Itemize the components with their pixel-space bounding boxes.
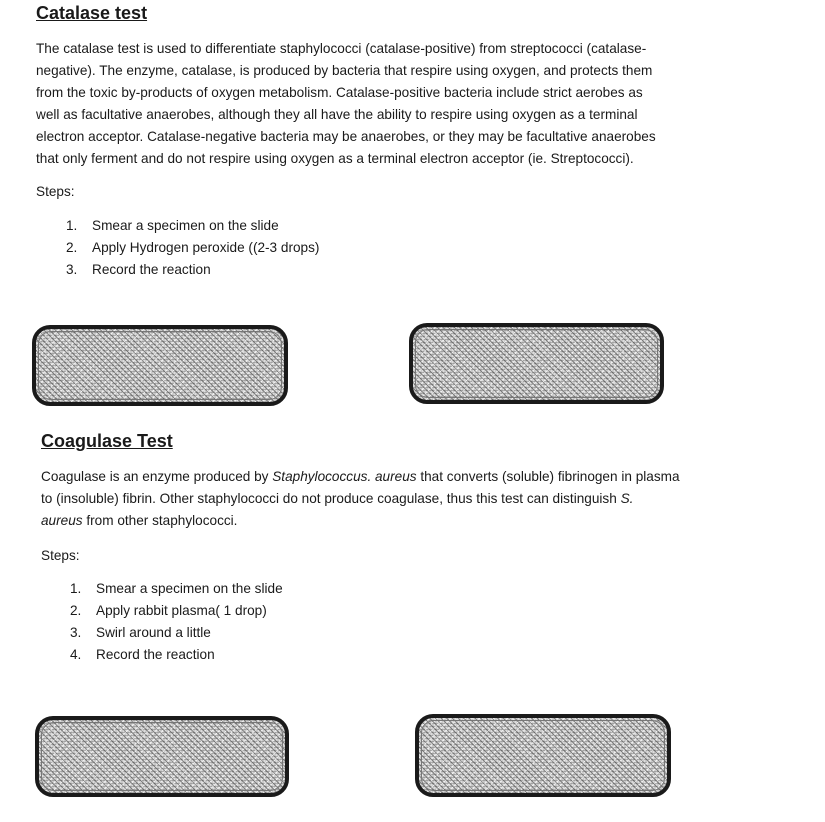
list-item: 2. Apply Hydrogen peroxide ((2-3 drops)	[66, 240, 320, 255]
catalase-title: Catalase test	[36, 3, 148, 23]
list-item: 2. Apply rabbit plasma( 1 drop)	[70, 603, 267, 618]
catalase-line: The catalase test is used to differentiate staphylococci (catalase-positive) from streptococci (catalase-	[36, 41, 647, 56]
list-item: 1. Smear a specimen on the slide	[66, 218, 279, 233]
organism-name: Staphylococcus. aureus	[272, 469, 417, 484]
catalase-line: that only ferment and do not respire using oxygen as a terminal electron acceptor (ie. Streptococci).	[36, 151, 634, 166]
list-item: 4. Record the reaction	[70, 647, 215, 662]
catalase-steps-list	[66, 215, 319, 281]
coagulase-title: Coagulase Test	[41, 431, 173, 451]
catalase-slide-image-left	[32, 325, 288, 406]
catalase-line: negative). The enzyme, catalase, is produced by bacteria that respire using oxygen, and protects them	[36, 63, 653, 78]
organism-name: aureus	[41, 513, 83, 528]
coagulase-slide-image-right	[415, 714, 671, 797]
catalase-description	[36, 38, 816, 170]
catalase-line: well as facultative anaerobes, although they all have the ability to respire using oxygen as a terminal	[36, 107, 638, 122]
catalase-slide-image-right	[409, 323, 664, 404]
coagulase-steps-list	[70, 578, 283, 666]
list-item: 3. Swirl around a little	[70, 625, 211, 640]
coagulase-slide-image-left	[35, 716, 289, 797]
coagulase-steps-label: Steps:	[41, 548, 80, 563]
catalase-steps-label: Steps:	[36, 184, 75, 199]
list-item: 1. Smear a specimen on the slide	[70, 581, 283, 596]
catalase-line: from the toxic by-products of oxygen metabolism. Catalase-positive bacteria include strict aerobes as	[36, 85, 643, 100]
coagulase-description: Coagulase is an enzyme produced by Staphylococcus. aureus that converts (soluble) fibrinogen in plasma to (insoluble) fibrin. Other staphylococci do not produce coagulase, thus this test can distinguish S. aureus from other staphylococci.	[41, 469, 680, 528]
list-item: 3. Record the reaction	[66, 262, 211, 277]
catalase-line: electron acceptor. Catalase-negative bacteria may be anaerobes, or they may be facultative anaerobes	[36, 129, 656, 144]
organism-name: S.	[620, 491, 634, 506]
